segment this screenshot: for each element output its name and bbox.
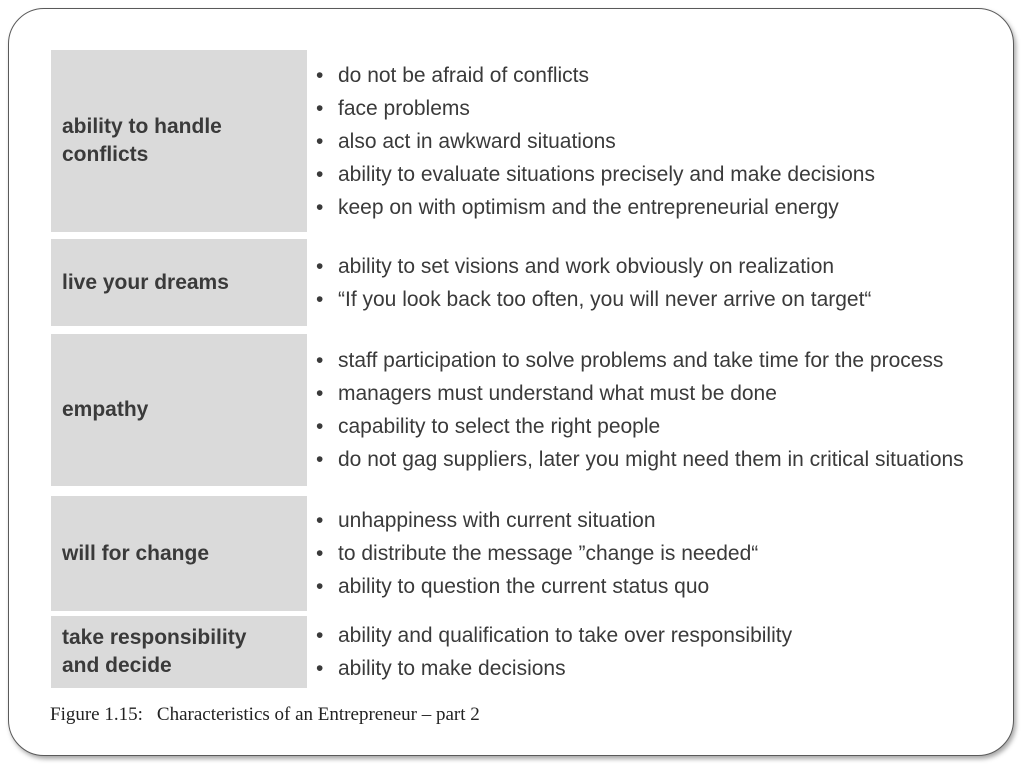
table-row-live-your-dreams: [51, 239, 981, 326]
bullet-list: [316, 334, 964, 486]
list-item: [316, 158, 875, 191]
bullet-icon: •: [316, 96, 324, 120]
table-row-handle-conflicts: [51, 50, 981, 232]
list-item-text: keep on with optimism and the entrepreneurial energy: [338, 195, 839, 219]
list-item: [316, 191, 875, 224]
row-label-cell: [51, 50, 307, 232]
list-item: [316, 504, 758, 537]
list-item: [316, 570, 758, 603]
table-row-will-for-change: [51, 496, 981, 611]
bullet-icon: •: [316, 624, 324, 647]
list-item-text: face problems: [338, 96, 470, 120]
bullet-icon: •: [316, 382, 324, 405]
bullet-icon: •: [316, 195, 324, 219]
bullet-list: [316, 616, 792, 688]
list-item-text: ability and qualification to take over responsibility: [338, 624, 793, 647]
list-item: [316, 443, 964, 476]
row-label: empathy: [62, 398, 149, 421]
list-item-text: also act in awkward situations: [338, 129, 616, 153]
list-item-text: do not be afraid of conflicts: [338, 63, 589, 87]
list-item-text: ability to set visions and work obviously on realization: [338, 254, 835, 278]
bullet-icon: •: [316, 63, 324, 87]
bullet-icon: •: [316, 254, 324, 278]
bullet-icon: •: [316, 287, 324, 311]
row-label: take responsibility and decide: [62, 626, 247, 677]
list-item: [316, 125, 875, 158]
list-item: [316, 652, 792, 685]
table-row-empathy: [51, 334, 981, 486]
bullet-icon: •: [316, 129, 324, 153]
list-item-text: staff participation to solve problems and take time for the process: [338, 349, 944, 372]
row-label: ability to handle conflicts: [62, 115, 222, 166]
list-item-text: “If you look back too often, you will never arrive on target“: [338, 287, 872, 311]
caption-label: Figure 1.15:: [50, 704, 143, 725]
bullet-icon: •: [316, 162, 324, 186]
bullet-list: [316, 50, 875, 232]
row-label-cell: [51, 239, 307, 326]
list-item: [316, 92, 875, 125]
bullet-icon: •: [316, 349, 324, 372]
row-label: will for change: [62, 541, 210, 565]
list-item-text: managers must understand what must be done: [338, 382, 777, 405]
list-item-text: do not gag suppliers, later you might need them in critical situations: [338, 448, 964, 471]
row-label: live your dreams: [62, 270, 229, 294]
row-label-cell: [51, 334, 307, 486]
bullet-list: [316, 496, 758, 611]
figure-caption: [50, 704, 480, 726]
table-row-take-responsibility: [51, 616, 981, 688]
row-label-cell: [51, 616, 307, 688]
list-item: [316, 410, 964, 443]
list-item-text: unhappiness with current situation: [338, 509, 656, 532]
list-item: [316, 537, 758, 570]
list-item-text: capability to select the right people: [338, 415, 661, 438]
list-item-text: ability to evaluate situations precisely and make decisions: [338, 162, 875, 186]
list-item-text: ability to make decisions: [338, 657, 566, 680]
caption-text: Characteristics of an Entrepreneur – part 2: [156, 704, 480, 725]
list-item: [316, 619, 792, 652]
bullet-icon: •: [316, 542, 324, 565]
bullet-icon: •: [316, 448, 324, 471]
list-item: [316, 377, 964, 410]
bullet-icon: •: [316, 415, 324, 438]
bullet-icon: •: [316, 657, 324, 680]
list-item-text: to distribute the message ”change is needed“: [338, 542, 759, 565]
list-item: [316, 344, 964, 377]
row-label-cell: [51, 496, 307, 611]
bullet-list: [316, 239, 871, 326]
bullet-icon: •: [316, 509, 324, 532]
list-item-text: ability to question the current status quo: [338, 575, 710, 598]
list-item: [316, 250, 871, 283]
list-item: [316, 283, 871, 316]
list-item: [316, 59, 875, 92]
bullet-icon: •: [316, 575, 324, 598]
